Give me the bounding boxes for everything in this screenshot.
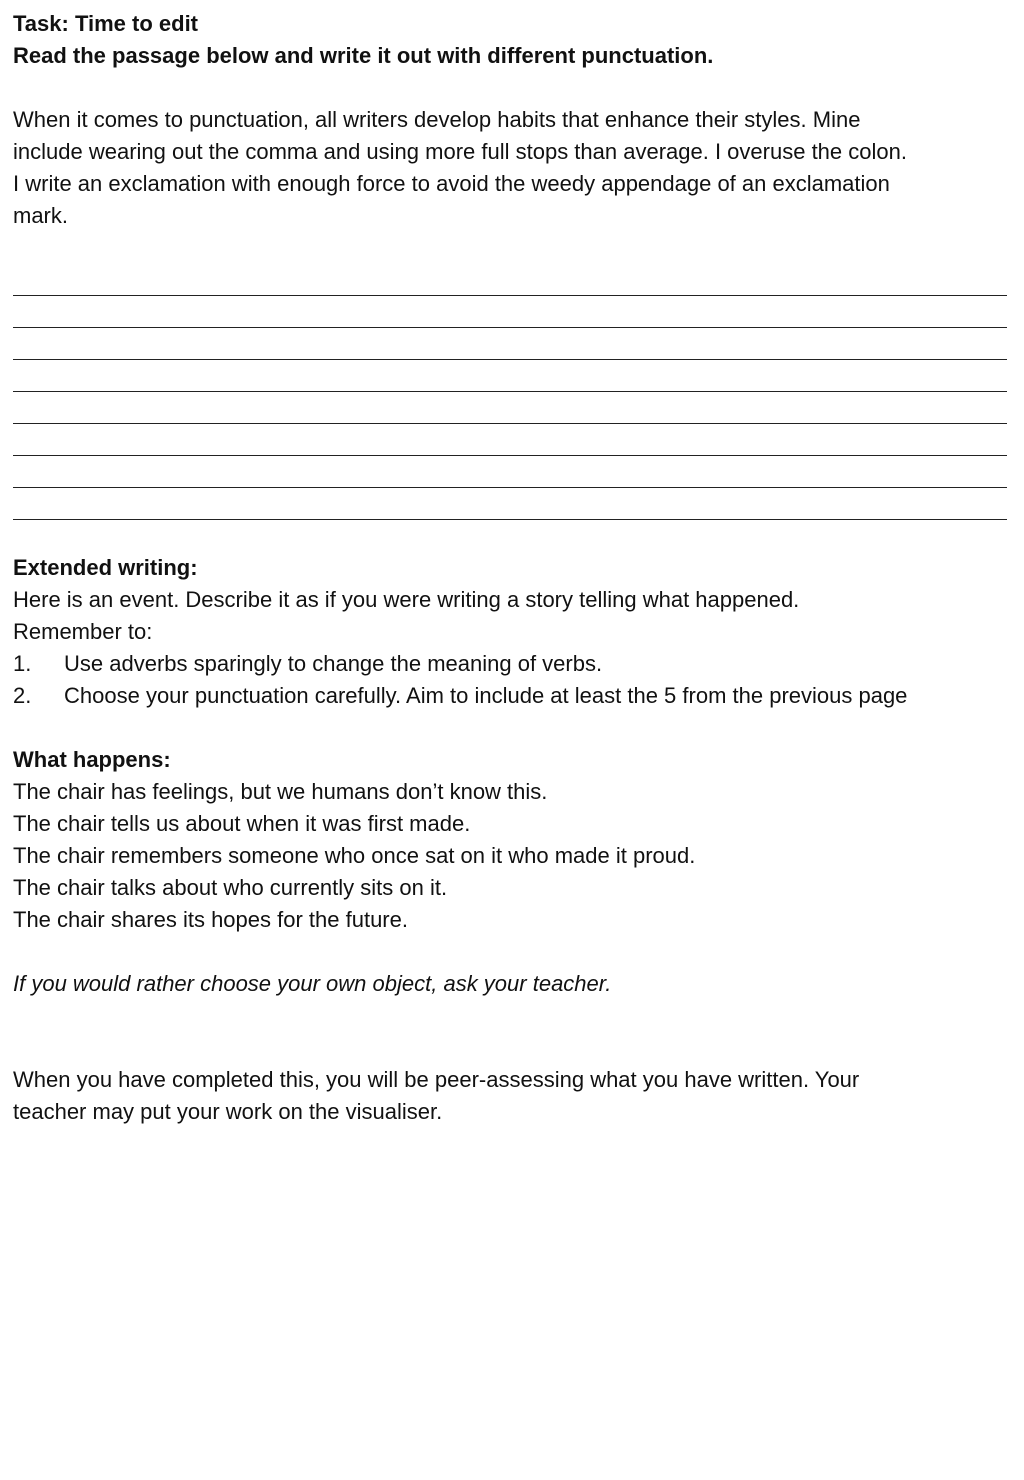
passage-line: mark. [13,203,68,228]
event-line: The chair talks about who currently sits on it. [13,875,448,900]
answer-line[interactable] [13,328,1007,360]
extended-writing-section [13,552,1007,712]
closing-line: When you have completed this, you will be peer-assessing what you have written. Your [13,1067,860,1092]
closing-line: teacher may put your work on the visualiser. [13,1099,443,1124]
event-line: The chair tells us about when it was first made. [13,811,471,836]
answer-line[interactable] [13,264,1007,296]
answer-line[interactable] [13,360,1007,392]
event-line: The chair remembers someone who once sat on it who made it proud. [13,843,696,868]
spacer [13,232,1007,264]
passage [13,104,1007,232]
extended-heading: Extended writing: [13,555,198,580]
item-number: 2. [13,683,32,708]
answer-line[interactable] [13,456,1007,488]
answer-line[interactable] [13,392,1007,424]
spacer [13,1032,1007,1064]
worksheet-page [13,8,1007,1128]
passage-line: I write an exclamation with enough force to avoid the weedy appendage of an exclamation [13,171,890,196]
what-happens-section [13,744,1007,1000]
passage-line: When it comes to punctuation, all writers develop habits that enhance their styles. Mine [13,107,861,132]
task-title: Task: Time to edit [13,11,199,36]
passage-line: include wearing out the comma and using more full stops than average. I overuse the colon. [13,139,907,164]
spacer [13,712,1007,744]
numbered-item [13,648,1007,680]
answer-lines [13,264,1007,520]
event-line: The chair shares its hopes for the future. [13,907,408,932]
answer-line[interactable] [13,296,1007,328]
spacer [13,520,1007,552]
numbered-item [13,680,1007,712]
item-text: Use adverbs sparingly to change the meaning of verbs. [64,651,603,676]
remember-label: Remember to: [13,619,153,644]
event-line: The chair has feelings, but we humans don’t know this. [13,779,548,804]
extended-intro: Here is an event. Describe it as if you were writing a story telling what happened. [13,587,800,612]
own-object-note: If you would rather choose your own object, ask your teacher. [13,971,612,996]
spacer [13,936,1007,968]
spacer [13,72,1007,104]
spacer [13,1000,1007,1032]
item-text: Choose your punctuation carefully. Aim to include at least the 5 from the previous page [64,683,908,708]
answer-line[interactable] [13,488,1007,520]
item-number: 1. [13,651,32,676]
answer-line[interactable] [13,424,1007,456]
closing-note [13,1064,1007,1128]
what-happens-heading: What happens: [13,747,171,772]
task-instruction: Read the passage below and write it out with different punctuation. [13,43,714,68]
